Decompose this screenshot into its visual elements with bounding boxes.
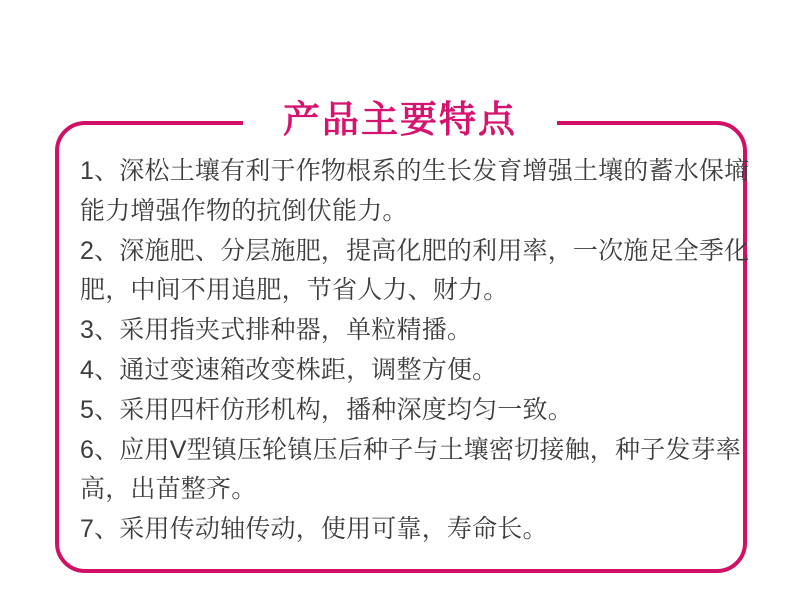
feature-line: 6、应用V型镇压轮镇压后种子与土壤密切接触，种子发芽率 (80, 435, 741, 464)
feature-line: 4、通过变速箱改变株距，调整方便。 (80, 355, 498, 384)
feature-item-6 (80, 431, 746, 511)
feature-item-4 (80, 351, 746, 391)
feature-line: 高，出苗整齐。 (80, 475, 257, 504)
page-title: 产品主要特点 (243, 98, 557, 144)
feature-item-7 (80, 510, 746, 550)
feature-line: 能力增强作物的抗倒伏能力。 (80, 196, 408, 225)
feature-line: 2、深施肥、分层施肥，提高化肥的利用率，一次施足全季化 (80, 236, 750, 265)
feature-list (80, 152, 750, 550)
feature-item-5 (80, 391, 746, 431)
feature-item-2 (80, 232, 750, 312)
feature-line: 5、采用四杆仿形机构，播种深度均匀一致。 (80, 395, 573, 424)
feature-line: 肥，中间不用追肥，节省人力、财力。 (80, 276, 509, 305)
feature-line: 7、采用传动轴传动，使用可靠，寿命长。 (80, 515, 548, 544)
feature-line: 1、深松土壤有利于作物根系的生长发育增强土壤的蓄水保墒 (80, 157, 750, 185)
feature-line: 3、采用指夹式排种器，单粒精播。 (80, 316, 473, 345)
feature-item-3 (80, 311, 746, 351)
feature-item-1 (80, 152, 750, 232)
